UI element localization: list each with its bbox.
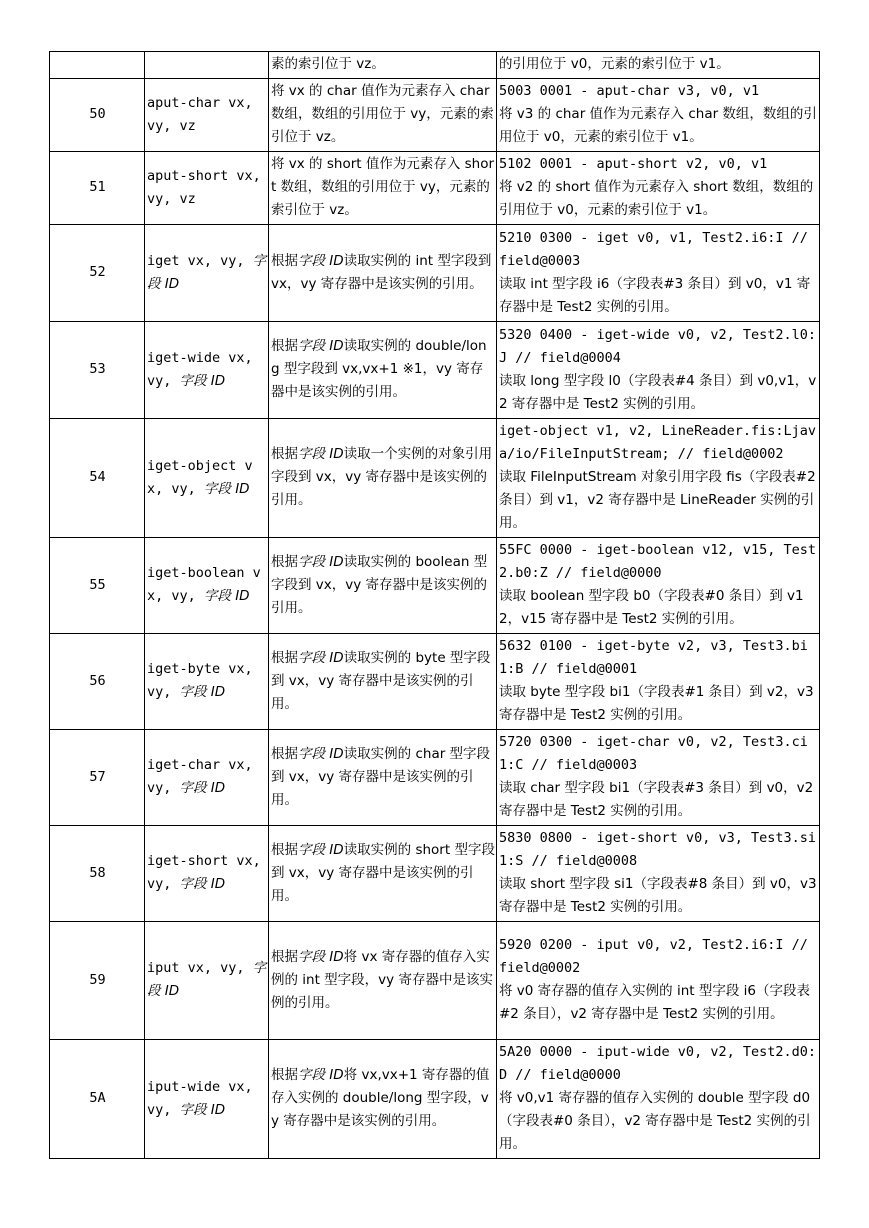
description-text: 素的索引位于 vz。	[271, 56, 385, 72]
description-text: 根据	[271, 745, 298, 762]
description-text: 将 vx 寄存器的值存入实例的 int 型字段，vy 寄存器中是该实例的引用。	[271, 948, 493, 1011]
description-text: 根据	[271, 1067, 298, 1083]
opcode-table	[49, 51, 820, 1159]
opcode-cell: 5A	[50, 1040, 145, 1159]
example-cell	[497, 322, 820, 419]
example-cell	[497, 634, 820, 730]
syntax-text: iget vx, vy,	[147, 252, 253, 269]
example-cell	[497, 79, 820, 152]
example-code: 5102 0001 - aput-short v2, v0, v1	[499, 156, 768, 172]
description-text: 读取一个实例的对象引用字段到 vx，vy 寄存器中是该实例的引用。	[271, 446, 493, 508]
description-text: 读取实例的 double/long 型字段到 vx,vx+1 ※1，vy 寄存器中是该实例的引用。	[271, 338, 487, 400]
opcode-cell: 54	[50, 419, 145, 538]
opcode-cell: 57	[50, 730, 145, 826]
description-field-id: 字段 ID	[298, 553, 344, 570]
description-field-id: 字段 ID	[298, 948, 344, 965]
syntax-text: iget-byte vx, vy,	[147, 661, 253, 700]
opcode-cell: 56	[50, 634, 145, 730]
syntax-cell	[145, 152, 269, 225]
example-code: 5830 0800 - iget-short v0, v3, Test3.si1:S // field@0008	[499, 830, 816, 869]
example-code: 5920 0200 - iput v0, v2, Test2.i6:I // field@0002	[499, 937, 808, 976]
example-description: 将 v0 寄存器的值存入实例的 int 型字段 i6（字段表#2 条目），v2 寄存器中是 Test2 实例的引用。	[499, 983, 810, 1022]
opcode-cell: 58	[50, 826, 145, 922]
description-field-id: 字段 ID	[298, 338, 344, 354]
description-text: 根据	[271, 841, 298, 858]
syntax-cell	[145, 922, 269, 1040]
syntax-cell	[145, 538, 269, 634]
table-row	[50, 1040, 820, 1159]
opcode-cell: 59	[50, 922, 145, 1040]
syntax-text: iget-object vx, vy,	[147, 457, 253, 497]
opcode-cell	[50, 52, 145, 79]
example-code: 55FC 0000 - iget-boolean v12, v15, Test2.b0:Z // field@0000	[499, 542, 816, 581]
syntax-text: aput-char vx, vy, vz	[147, 94, 253, 134]
syntax-field-id: 字段 ID	[179, 1101, 226, 1118]
example-cell	[497, 1040, 820, 1159]
table-row	[50, 419, 820, 538]
description-field-id: 字段 ID	[298, 446, 344, 462]
syntax-cell	[145, 225, 269, 322]
syntax-cell	[145, 1040, 269, 1159]
description-cell	[269, 730, 497, 826]
example-description: 将 v0,v1 寄存器的值存入实例的 double 型字段 d0（字段表#0 条目），v2 寄存器中是 Test2 实例的引用。	[499, 1090, 811, 1152]
table-row	[50, 79, 820, 152]
syntax-cell	[145, 419, 269, 538]
example-code: 5320 0400 - iget-wide v0, v2, Test2.l0:J // field@0004	[499, 326, 816, 366]
description-cell	[269, 1040, 497, 1159]
opcode-table-body	[50, 52, 820, 1159]
opcode-cell: 51	[50, 152, 145, 225]
example-code: iget-object v1, v2, LineReader.fis:Ljava/io/FileInputStream; // field@0002	[499, 423, 816, 462]
syntax-field-id: 字段 ID	[179, 372, 226, 389]
example-cell	[497, 419, 820, 538]
example-description: 将 v3 的 char 值作为元素存入 char 数组，数组的引用位于 v0，元素的索引位于 v1。	[499, 106, 817, 145]
syntax-text: iput-wide vx, vy,	[147, 1078, 253, 1118]
description-text: 读取实例的 boolean 型字段到 vx，vy 寄存器中是该实例的引用。	[271, 553, 488, 616]
opcode-cell: 52	[50, 225, 145, 322]
description-cell	[269, 322, 497, 419]
description-cell	[269, 634, 497, 730]
example-cell	[497, 152, 820, 225]
syntax-field-id: 字段 ID	[179, 876, 226, 892]
description-text: 读取实例的 short 型字段到 vx，vy 寄存器中是该实例的引用。	[271, 841, 495, 904]
example-description: 读取 short 型字段 si1（字段表#8 条目）到 v0，v3 寄存器中是 Test2 实例的引用。	[499, 876, 817, 915]
description-text: 读取实例的 int 型字段到 vx，vy 寄存器中是该实例的引用。	[271, 252, 492, 292]
description-text: 根据	[271, 553, 298, 570]
description-cell	[269, 79, 497, 152]
table-row	[50, 225, 820, 322]
example-description: 将 v2 的 short 值作为元素存入 short 数组，数组的引用位于 v0，元素的索引位于 v1。	[499, 179, 814, 218]
opcode-cell: 50	[50, 79, 145, 152]
description-field-id: 字段 ID	[298, 841, 344, 858]
description-cell	[269, 419, 497, 538]
syntax-cell	[145, 322, 269, 419]
description-text: 将 vx 的 char 值作为元素存入 char 数组，数组的引用位于 vy，元素的索引位于 vz。	[271, 83, 494, 145]
syntax-cell	[145, 634, 269, 730]
description-text: 根据	[271, 338, 298, 354]
description-cell	[269, 922, 497, 1040]
table-row	[50, 730, 820, 826]
example-cell	[497, 225, 820, 322]
example-code: 5A20 0000 - iput-wide v0, v2, Test2.d0:D // field@0000	[499, 1044, 816, 1083]
syntax-field-id: 字段 ID	[147, 960, 267, 999]
syntax-field-id: 字段 ID	[179, 684, 226, 700]
description-cell	[269, 152, 497, 225]
example-cell	[497, 52, 820, 79]
example-cell	[497, 538, 820, 634]
example-code: 5720 0300 - iget-char v0, v2, Test3.ci1:C // field@0003	[499, 734, 808, 773]
syntax-text: iput vx, vy,	[147, 960, 253, 976]
description-field-id: 字段 ID	[298, 252, 344, 269]
syntax-cell	[145, 730, 269, 826]
description-cell	[269, 826, 497, 922]
description-cell	[269, 52, 497, 79]
description-text: 根据	[271, 649, 298, 666]
example-code: 5003 0001 - aput-char v3, v0, v1	[499, 83, 760, 99]
table-row	[50, 52, 820, 79]
example-code: 5210 0300 - iget v0, v1, Test2.i6:I // field@0003	[499, 229, 808, 269]
syntax-text: iget-wide vx, vy,	[147, 349, 253, 389]
syntax-field-id: 字段 ID	[147, 252, 267, 292]
syntax-cell	[145, 52, 269, 79]
example-description: 读取 boolean 型字段 b0（字段表#0 条目）到 v12，v15 寄存器中是 Test2 实例的引用。	[499, 588, 804, 627]
table-row	[50, 826, 820, 922]
example-description: 读取 byte 型字段 bi1（字段表#1 条目）到 v2，v3 寄存器中是 Test2 实例的引用。	[499, 684, 814, 723]
syntax-cell	[145, 79, 269, 152]
example-description: 读取 long 型字段 l0（字段表#4 条目）到 v0,v1，v2 寄存器中是 Test2 实例的引用。	[499, 372, 817, 412]
opcode-cell: 53	[50, 322, 145, 419]
description-text: 将 vx,vx+1 寄存器的值存入实例的 double/long 型字段，vy 寄存器中是该实例的引用。	[271, 1067, 490, 1129]
table-row	[50, 322, 820, 419]
syntax-text: iget-boolean vx, vy,	[147, 565, 261, 604]
example-code: 5632 0100 - iget-byte v2, v3, Test3.bi1:B // field@0001	[499, 638, 808, 677]
description-text: 根据	[271, 948, 298, 965]
description-text: 根据	[271, 252, 298, 269]
description-field-id: 字段 ID	[298, 649, 344, 666]
description-text: 将 vx 的 short 值作为元素存入 short 数组，数组的引用位于 vy，元素的索引位于 vz。	[271, 156, 495, 218]
example-description: 读取 char 型字段 bi1（字段表#3 条目）到 v0，v2 寄存器中是 Test2 实例的引用。	[499, 780, 814, 819]
syntax-text: iget-char vx, vy,	[147, 757, 253, 796]
example-cell	[497, 826, 820, 922]
syntax-field-id: 字段 ID	[179, 780, 226, 796]
syntax-field-id: 字段 ID	[203, 480, 250, 497]
example-description: 读取 FileInputStream 对象引用字段 fis（字段表#2 条目）到 v1，v2 寄存器中是 LineReader 实例的引用。	[499, 469, 816, 531]
syntax-cell	[145, 826, 269, 922]
description-cell	[269, 538, 497, 634]
example-cell	[497, 922, 820, 1040]
description-text: 根据	[271, 446, 298, 462]
example-description: 读取 int 型字段 i6（字段表#3 条目）到 v0，v1 寄存器中是 Test2 实例的引用。	[499, 275, 811, 315]
description-cell	[269, 225, 497, 322]
example-description: 的引用位于 v0，元素的索引位于 v1。	[499, 56, 730, 72]
example-cell	[497, 730, 820, 826]
opcode-cell: 55	[50, 538, 145, 634]
description-text: 读取实例的 byte 型字段到 vx，vy 寄存器中是该实例的引用。	[271, 649, 491, 712]
table-row	[50, 538, 820, 634]
syntax-text: aput-short vx, vy, vz	[147, 167, 261, 207]
description-text: 读取实例的 char 型字段到 vx，vy 寄存器中是该实例的引用。	[271, 745, 491, 808]
syntax-field-id: 字段 ID	[203, 588, 250, 604]
table-row	[50, 922, 820, 1040]
syntax-text: iget-short vx, vy,	[147, 853, 261, 892]
table-row	[50, 152, 820, 225]
description-field-id: 字段 ID	[298, 1067, 344, 1083]
description-field-id: 字段 ID	[298, 745, 344, 762]
table-row	[50, 634, 820, 730]
